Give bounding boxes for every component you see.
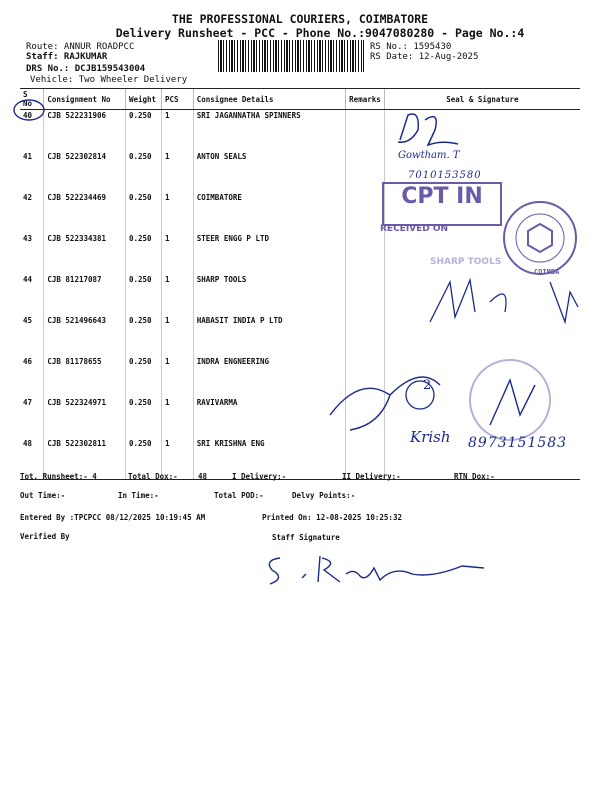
handwritten-name: Gowtham. T [398, 150, 460, 161]
cell-cno: CJB 522234469 [44, 192, 126, 233]
cell-sno: 43 [23, 234, 33, 243]
cell-consignee: HABASIT INDIA P LTD [193, 315, 345, 356]
col-remarks: Remarks [346, 89, 385, 110]
total-pod: Total POD:- [214, 491, 264, 500]
row48-phone: 8973151583 [468, 435, 568, 451]
cpt-in-stamp: CPT IN [382, 182, 502, 226]
in-time: In Time:- [118, 491, 159, 500]
cell-pcs: 1 [161, 151, 193, 192]
cell-sno: 46 [23, 357, 33, 366]
cell-weight: 0.250 [125, 192, 161, 233]
cell-remarks [346, 151, 385, 192]
tot-runsheet: Tot. Runsheet:- 4 [20, 472, 97, 481]
cell-pcs: 1 [161, 233, 193, 274]
cell-remarks [346, 233, 385, 274]
total-dox-value: 48 [198, 472, 208, 481]
company-title: THE PROFESSIONAL COURIERS, COIMBATORE [171, 12, 429, 26]
seal-row47 [450, 355, 570, 445]
cell-pcs: 1 [161, 192, 193, 233]
cell-sno: 41 [23, 152, 33, 161]
sharp-tools-stamp: SHARP TOOLS [430, 257, 502, 267]
col-weight: Weight [125, 89, 161, 110]
cell-cno: CJB 522231906 [44, 110, 126, 152]
cell-consignee: SRI KRISHNA ENG [193, 438, 345, 480]
cell-cno: CJB 522302814 [44, 151, 126, 192]
cell-remarks [346, 274, 385, 315]
col-sno: S No [20, 89, 44, 110]
ii-delivery: II Delivery:- [342, 472, 401, 481]
cell-consignee: ANTON SEALS [193, 151, 345, 192]
cell-cno: CJB 81217087 [44, 274, 126, 315]
cell-sno: 47 [23, 398, 33, 407]
cell-weight: 0.250 [125, 274, 161, 315]
cell-pcs: 1 [161, 274, 193, 315]
vehicle-label: Vehicle: Two Wheeler Delivery [30, 75, 188, 85]
cell-remarks [346, 110, 385, 152]
cell-cno: CJB 522334381 [44, 233, 126, 274]
cell-pcs: 1 [161, 315, 193, 356]
cell-sno: 48 [20, 438, 44, 480]
runsheet-subtitle: Delivery Runsheet - PCC - Phone No.:9047080280 - Page No.:4 [115, 26, 525, 40]
cell-pcs: 1 [161, 438, 193, 480]
circled-row-mark [12, 98, 46, 122]
staff-signature-label: Staff Signature [272, 533, 340, 542]
table-row [20, 110, 580, 152]
cell-weight: 0.250 [125, 233, 161, 274]
printed-on: Printed On: 12-08-2025 10:25:32 [262, 513, 402, 522]
col-seal: Seal & Signature [384, 89, 580, 110]
cell-weight: 0.250 [125, 356, 161, 397]
drs-number: DRS No.: DCJB159543004 [26, 64, 146, 74]
staff-label: Staff: RAJKUMAR [26, 52, 108, 62]
seal-text: COIMBA [534, 268, 560, 276]
delvy-points: Delvy Points:- [292, 491, 356, 500]
out-time: Out Time:- [20, 491, 66, 500]
cell-consignee: STEER ENGG P LTD [193, 233, 345, 274]
cell-sno: 44 [23, 275, 33, 284]
col-consignment: Consignment No [44, 89, 126, 110]
cell-weight: 0.250 [125, 397, 161, 438]
received-stamp: RECEIVED ON [380, 224, 449, 234]
row48-name: Krish [410, 428, 451, 446]
verified-by: Verified By [20, 532, 70, 541]
signature-row40 [380, 110, 470, 150]
total-dox-label: Total Dox:- [128, 472, 178, 481]
cell-sno: 40 [23, 111, 33, 120]
cell-cno: CJB 522302811 [44, 438, 126, 480]
route-label: Route: ANNUR ROADPCC [26, 42, 135, 52]
signature-rows44-45 [420, 262, 580, 342]
cell-cno: CJB 522324971 [44, 397, 126, 438]
rs-date: RS Date: 12-Aug-2025 [370, 52, 479, 62]
cell-consignee: INDRA ENGNEERING [193, 356, 345, 397]
cell-weight: 0.250 [125, 151, 161, 192]
circled-number: 2 [423, 378, 432, 393]
cell-cno: CJB 81178655 [44, 356, 126, 397]
cell-pcs: 1 [161, 110, 193, 152]
cell-sno: 45 [23, 316, 33, 325]
cell-pcs: 1 [161, 397, 193, 438]
staff-signature [262, 548, 492, 588]
cell-sno: 42 [23, 193, 33, 202]
cell-consignee: COIMBATORE [193, 192, 345, 233]
cell-weight: 0.250 [125, 315, 161, 356]
cell-remarks [346, 315, 385, 356]
rtn-dox: RTN Dox:- [454, 472, 495, 481]
handwritten-phone: 7010153580 [408, 170, 482, 181]
col-pcs: PCS [161, 89, 193, 110]
cell-pcs: 1 [161, 356, 193, 397]
cell-consignee: SRI JAGANNATHA SPINNERS [193, 110, 345, 152]
table-header-row [20, 89, 580, 110]
cell-consignee: RAVIVARMA [193, 397, 345, 438]
entered-by: Entered By :TPCPCC 08/12/2025 10:19:45 AM [20, 513, 206, 522]
i-delivery: I Delivery:- [232, 472, 287, 481]
col-consignee: Consignee Details [193, 89, 345, 110]
cell-cno: CJB 521496643 [44, 315, 126, 356]
cell-remarks [346, 192, 385, 233]
cell-weight: 0.250 [125, 110, 161, 152]
cell-consignee: SHARP TOOLS [193, 274, 345, 315]
barcode [218, 40, 364, 72]
cell-weight: 0.250 [125, 438, 161, 480]
rs-number: RS No.: 1595430 [370, 42, 452, 52]
